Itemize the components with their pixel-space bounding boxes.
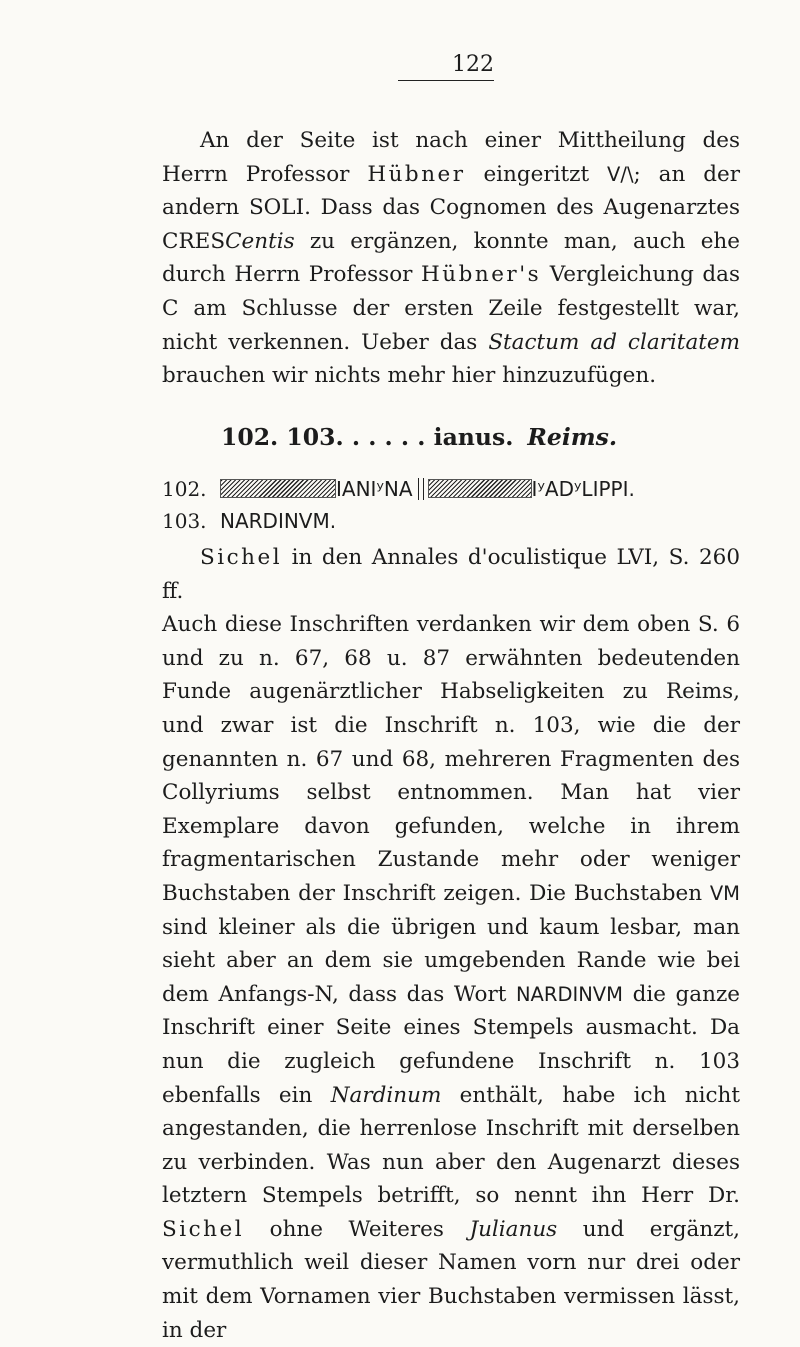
paragraph-1: An der Seite ist nach einer Mittheilung des Herrn Professor Hübner eingeritzt V/\; an der andern SOLI. Dass das Cognomen des Augenarztes CRESCentis zu ergänzen, konnte man, auch ehe durch Herrn Professor Hübner's Vergleichung das C am Schlusse der ersten Zeile festgestellt war, nicht verkennen. Ueber das Stactum ad claritatem brauchen wir nichts mehr hier hinzuzufügen.	[162, 128, 741, 389]
entry-city: Reims.	[527, 423, 618, 451]
person-name: Sichel	[200, 545, 283, 570]
scratched-letters: V/\	[607, 162, 634, 186]
page-number: 122	[452, 52, 494, 77]
person-name: Hübner's	[420, 262, 542, 288]
latin-term: Stactum ad claritatem	[488, 329, 741, 355]
inscription-103: 103. NARDINVM.	[162, 509, 337, 533]
header-rule	[398, 80, 494, 81]
lost-letters-hatching	[220, 479, 336, 498]
person-name: Hübner	[367, 161, 466, 187]
divider-mark	[418, 478, 424, 500]
paragraph-2: Sichel in den Annales d'oculistique LVI, S. 260 ff. Auch diese Inschriften verdanken wir dem oben S. 6 und zu n. 67, 68 u. 87 erwähnten bedeutenden Funde augenärztlicher Habseligkeiten zu Reims, und zwar ist die Inschrift n. 103, wie die der genannten n. 67 und 68, mehreren Fragmenten des Collyriums selbst entnommen. Man hat vier Exemplare davon gefunden, welche in ihrem fragmentarischen Zustande mehr oder weniger Buchstaben der Inschrift zeigen. Die Buchstaben VM sind kleiner als die übrigen und kaum lesbar, man sieht aber an dem sie umgebenden Rande wie bei dem Anfangs-N, dass das Wort NARDINVM die ganze Inschrift einer Seite eines Stempels ausmacht. Da nun die zugleich gefundene Inschrift n. 103 ebenfalls ein Nardinum enthält, habe ich nicht angestanden, die herrenlose Inschrift mit derselben zu verbinden. Was nun aber den Augenarzt dieses letztern Stempels betrifft, so nennt ihn Herr Dr. Sichel ohne Weiteres Julianus und ergänzt, vermuthlich weil dieser Namen vorn nur drei oder mit dem Vornamen vier Buchstaben vermissen lässt, in der	[162, 545, 741, 1343]
inscription-102: 102. IANIʸNA IʸADʸLIPPI.	[162, 477, 635, 501]
entry-heading: 102. 103. . . . . . ianus. Reims.	[221, 423, 618, 451]
person-name: Sichel	[162, 1216, 245, 1242]
lost-letters-hatching	[428, 479, 532, 498]
